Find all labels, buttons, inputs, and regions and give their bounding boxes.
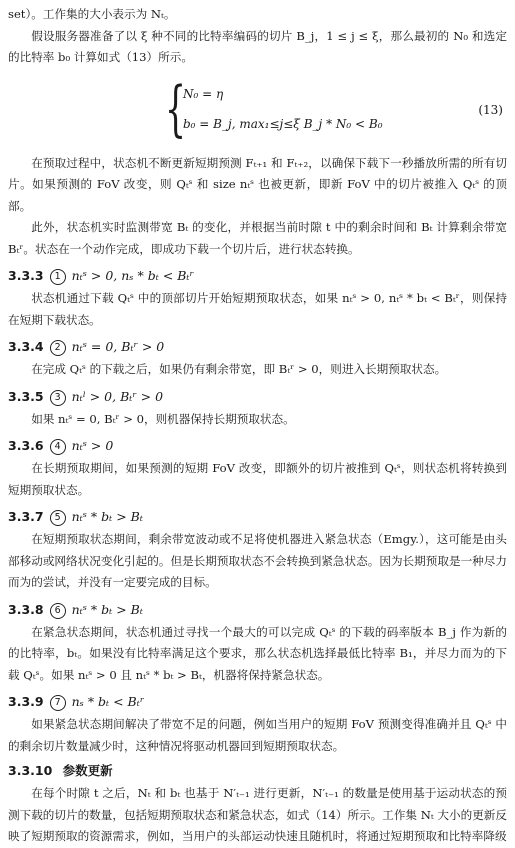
circled-number: 7 bbox=[50, 695, 66, 711]
section-condition: nₜˢ * bₜ > Bₜ bbox=[71, 601, 143, 617]
left-brace: { bbox=[165, 73, 187, 144]
circled-number: 1 bbox=[50, 269, 66, 285]
section-number: 3.3.4 bbox=[8, 339, 44, 354]
paragraph: 假设服务器准备了以 ξ 种不同的比特率编码的切片 B_j，1 ≤ j ≤ ξ，那么最初的 N₀ 和选定的比特率 b₀ 计算如式（13）所示。 bbox=[8, 28, 507, 64]
section-heading bbox=[8, 692, 507, 712]
section-condition: nₜˢ > 0 bbox=[71, 438, 114, 453]
section-heading bbox=[8, 266, 507, 286]
section-condition: nₜˢ = 0, Bₜʳ > 0 bbox=[71, 339, 165, 354]
section-title: 参数更新 bbox=[62, 763, 113, 778]
section-number: 3.3.3 bbox=[8, 268, 44, 283]
section-heading bbox=[8, 600, 507, 620]
circled-number: 4 bbox=[50, 439, 66, 455]
equation-13 bbox=[8, 73, 507, 147]
equation-number: (13) bbox=[478, 102, 503, 117]
paragraph: set）。工作集的大小表示为 Nₜ。 bbox=[8, 7, 176, 21]
circled-number: 6 bbox=[50, 603, 66, 619]
section-number: 3.3.8 bbox=[8, 601, 44, 617]
section-number: 3.3.7 bbox=[8, 509, 44, 524]
section-heading bbox=[8, 436, 507, 456]
section-number: 3.3.6 bbox=[8, 438, 44, 453]
paragraph: 在长期预取期间，如果预测的短期 FoV 改变，即额外的切片被推到 Qₜˢ，则状态机将转换到短期预取状态。 bbox=[8, 461, 507, 497]
paragraph: 在短期预取状态期间，剩余带宽波动或不足将使机器进入紧急状态（Emgy.），这可能是由头部移动或网络状况变化引起的。但是长期预取状态不会转换到紧急状态。因为长期预取是一种尽力而为的尝试，并没有一定要完成的目标。 bbox=[8, 532, 507, 589]
paragraph: 如果 nₜˢ = 0, Bₜʳ > 0，则机器保持长期预取状态。 bbox=[31, 411, 295, 426]
circled-number: 3 bbox=[50, 390, 66, 406]
section-number: 3.3.10 bbox=[8, 763, 53, 778]
paragraph: 在每个时隙 t 之后，Nₜ 和 bₜ 也基于 N′ₜ₋₁ 进行更新，N′ₜ₋₁ 的数量是使用基于运动状态的预测下载的切片的数量，包括短期预取状态和紧急状态，如式（14）所示。工作集 Nₜ 大小的更新反映了短期预取的资源需求，例如，当用户的头部运动快速且随机时，将通过短期预取和比特率降级 bbox=[8, 786, 507, 843]
paragraph: 如果紧急状态期间解决了带宽不足的问题，例如当用户的短期 FoV 预测变得准确并且 Qₜˢ 中的剩余切片数量减少时，这种情况将驱动机器回到短期预取状态。 bbox=[8, 717, 507, 753]
section-heading bbox=[8, 387, 507, 407]
section-condition: nₜˢ * bₜ > Bₜ bbox=[71, 509, 143, 524]
circled-number: 5 bbox=[50, 510, 66, 526]
section-number: 3.3.9 bbox=[8, 694, 44, 709]
section-condition: nₜˢ > 0, nₛ * bₜ < Bₜʳ bbox=[71, 268, 194, 283]
section-number: 3.3.5 bbox=[8, 388, 44, 404]
section-heading bbox=[8, 761, 507, 781]
section-heading bbox=[8, 337, 507, 357]
section-condition: nₜˡ > 0, Bₜʳ > 0 bbox=[71, 388, 164, 404]
paragraph: 在完成 Qₜˢ 的下载之后，如果仍有剩余带宽，即 Bₜʳ > 0，则进入长期预取状态。 bbox=[31, 362, 447, 376]
equation-line: b₀ = B_j, max₁≤j≤ξ B_j * N₀ < B₀ bbox=[183, 116, 383, 131]
paragraph: 在紧急状态期间，状态机通过寻找一个最大的可以完成 Qₜˢ 的下载的码率版本 B_j 作为新的的比特率，bₜ。如果没有比特率满足这个要求，那么状态机选择最低比特率 B₁，并尽力而为的下载 Qₜˢ。如果 nₜˢ > 0 且 nₜˢ * bₜ > Bₜ，机器将保持紧急状态。 bbox=[8, 624, 507, 682]
section-condition: nₛ * bₜ < Bₜʳ bbox=[71, 694, 145, 709]
paragraph: 此外，状态机实时监测带宽 Bₜ 的变化，并根据当前时隙 t 中的剩余时间和 Bₜ 计算剩余带宽 Bₜʳ。状态在一个动作完成，即成功下载一个切片后，进行状态转换。 bbox=[8, 220, 507, 256]
paragraph: 状态机通过下载 Qₜˢ 中的顶部切片开始短期预取状态，如果 nₜˢ > 0, nₜˢ * bₜ < Bₜʳ，则保持在短期下载状态。 bbox=[8, 291, 507, 327]
equation-line: N₀ = η bbox=[183, 86, 224, 101]
circled-number: 2 bbox=[50, 340, 66, 356]
paragraph: 在预取过程中，状态机不断更新短期预测 Fₜ₊₁ 和 Fₜ₊₂，以确保下载下一秒播放所需的所有切片。如果预测的 FoV 改变，则 Qₜˢ 和 size nₜˢ 也被更新，即新 FoV 中的切片被推入 Qₜˢ 的顶部。 bbox=[8, 155, 507, 213]
section-heading bbox=[8, 507, 507, 527]
